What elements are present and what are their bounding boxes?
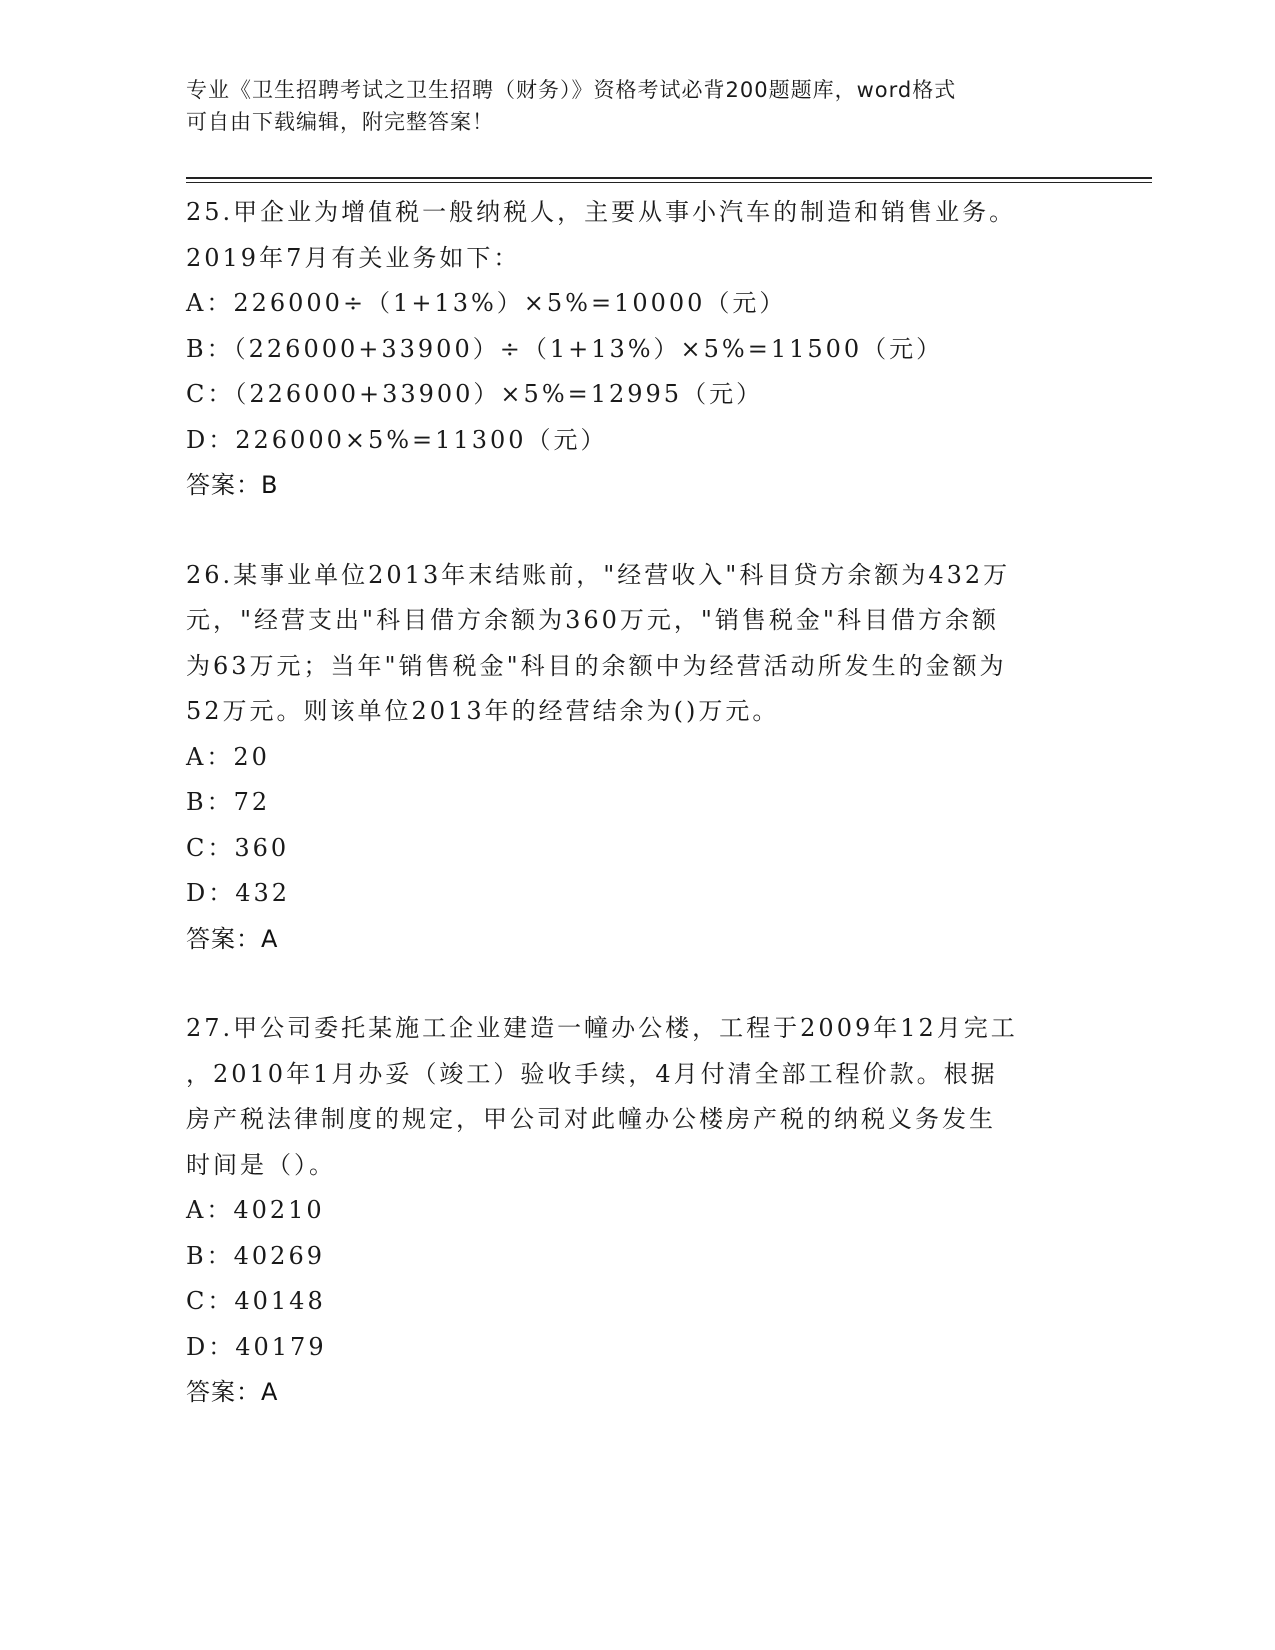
option-c: C：（226000+33900）×5%=12995（元） bbox=[186, 380, 764, 408]
question-stem-line: 时间是（）。 bbox=[186, 1150, 336, 1179]
option-d: D：432 bbox=[186, 879, 291, 907]
question-stem-line: 26.某事业单位2013年末结账前，"经营收入"科目贷方余额为432万 bbox=[186, 560, 1011, 589]
option-a: A：40210 bbox=[186, 1196, 325, 1224]
answer-line: 答案：A bbox=[186, 1378, 279, 1406]
question-stem-line: 52万元。则该单位2013年的经营结余为()万元。 bbox=[186, 697, 780, 725]
question-26 bbox=[186, 553, 1086, 963]
option-a: A：20 bbox=[186, 742, 270, 771]
option-c: C：40148 bbox=[186, 1287, 326, 1315]
question-list bbox=[186, 190, 1086, 1460]
document-header bbox=[186, 74, 1066, 138]
question-27 bbox=[186, 1006, 1086, 1416]
option-b: B：72 bbox=[186, 788, 271, 816]
question-25 bbox=[186, 190, 1086, 509]
answer-line: 答案：B bbox=[186, 471, 279, 499]
question-stem-line: ，2010年1月办妥（竣工）验收手续，4月付清全部工程价款。根据 bbox=[186, 1059, 998, 1088]
answer-line: 答案：A bbox=[186, 924, 279, 953]
question-stem-line: 元，"经营支出"科目借方余额为360万元，"销售税金"科目借方余额 bbox=[186, 606, 999, 634]
option-a: A：226000÷（1+13%）×5%=10000（元） bbox=[186, 289, 787, 317]
question-stem-line: 25.甲企业为增值税一般纳税人，主要从事小汽车的制造和销售业务。 bbox=[186, 198, 1017, 226]
question-stem-line: 27.甲公司委托某施工企业建造一幢办公楼，工程于2009年12月完工 bbox=[186, 1014, 1018, 1042]
option-d: D：40179 bbox=[186, 1332, 327, 1361]
header-line: 专业《卫生招聘考试之卫生招聘（财务）》资格考试必背200题题库，word格式 bbox=[186, 78, 957, 102]
header-divider-thin bbox=[186, 182, 1152, 183]
question-stem-line: 房产税法律制度的规定，甲公司对此幢办公楼房产税的纳税义务发生 bbox=[186, 1105, 996, 1133]
header-divider-thick bbox=[186, 177, 1152, 179]
option-c: C：360 bbox=[186, 833, 290, 862]
question-stem-line: 为63万元；当年"销售税金"科目的余额中为经营活动所发生的金额为 bbox=[186, 651, 1007, 680]
question-stem-line: 2019年7月有关业务如下： bbox=[186, 243, 521, 272]
option-d: D：226000×5%=11300（元） bbox=[186, 425, 608, 454]
option-b: B：40269 bbox=[186, 1241, 325, 1270]
option-b: B：（226000+33900）÷（1+13%）×5%=11500（元） bbox=[186, 334, 944, 363]
header-line: 可自由下载编辑，附完整答案！ bbox=[186, 110, 494, 134]
